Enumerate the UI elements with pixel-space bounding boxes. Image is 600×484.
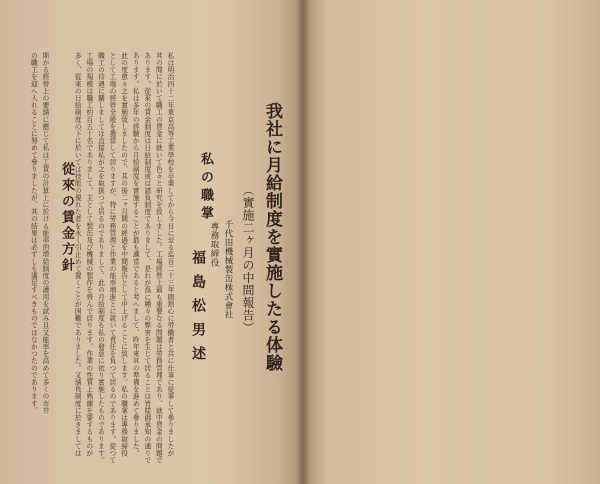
text-line: の職工を迎へ入れることに努めて參りましたが、其の結果は必ずしも滿足すべきものではなかつたのであります。: [29, 52, 38, 415]
section-heading: 從來の賃金方針: [59, 162, 74, 274]
author-name: 福島松男述: [190, 250, 206, 370]
text-line: 工場の規模は職工約百五十名でありまして、主として製缶及び機械の製作を營んで居ります。作業の性質上熟練を要するものが: [84, 52, 93, 457]
company-name: 千代田機械製缶株式會社: [223, 220, 233, 319]
text-line: 此の度愈々之を實施致しましたので、其の後二ヶ月間の經過を中間報告として申上げることに致します。私の職掌は專務取締役: [119, 52, 128, 457]
section-body: [71, 52, 175, 472]
text-line: あります。私は多年の經驗から月給制度を實施することが最も適當であると考へまして、昨年來其の準備を進めて參りました。: [131, 52, 140, 457]
right-page-blank: [303, 0, 600, 484]
article-subtitle: （實施二ヶ月の中間報告）: [241, 184, 255, 334]
text-line: 多く、從來の日給制度の下に於いては技能の優れた者を永く引止めて置くことが困難でありました。又請負制度に於きましては: [73, 52, 82, 457]
text-line: として工場の經營全般を擔當して居りますが、特に勞務管理と作業の能率増進とに就いて責任を負つて居るのであります。從つて: [108, 52, 117, 464]
book-gutter: [296, 0, 310, 484]
text-line: あります。從來の賃金制度は日給制度或は請負制度でありまして、是れが爲に種々の弊害を生じて居ることは皆樣御承知の通りで: [142, 52, 151, 464]
text-line: 私は明治四十二年東京高等工業學校を卒業してから今日に至る迄百二十三年間熱心に勞働者と共に仕事に従事して參りましたが: [166, 52, 174, 457]
text-line: 職工の待遇に關しましては直接私が之を取扱つて居るのでありまして、此の月給制度も私の發意に依り實施したものであります。: [96, 52, 105, 464]
text-line: 其の間に於いて職工の賃金に就いて色々と研究を致しました。工場經營上最も重要なる問題は勞務管理であり、就中賃金の問題で: [154, 52, 163, 464]
section-body: [20, 52, 50, 472]
text-line: 斯かる經營上の要請に應じて私は工賃の計算上に於ける能率的增給制度の適用を試み且又能率を高めて多くの市井: [41, 52, 49, 415]
article-title: 我社に月給制度を實施したる体驗: [262, 102, 282, 372]
section-heading: 私の職掌: [198, 152, 213, 224]
author-position: 專務取締役: [209, 222, 219, 267]
